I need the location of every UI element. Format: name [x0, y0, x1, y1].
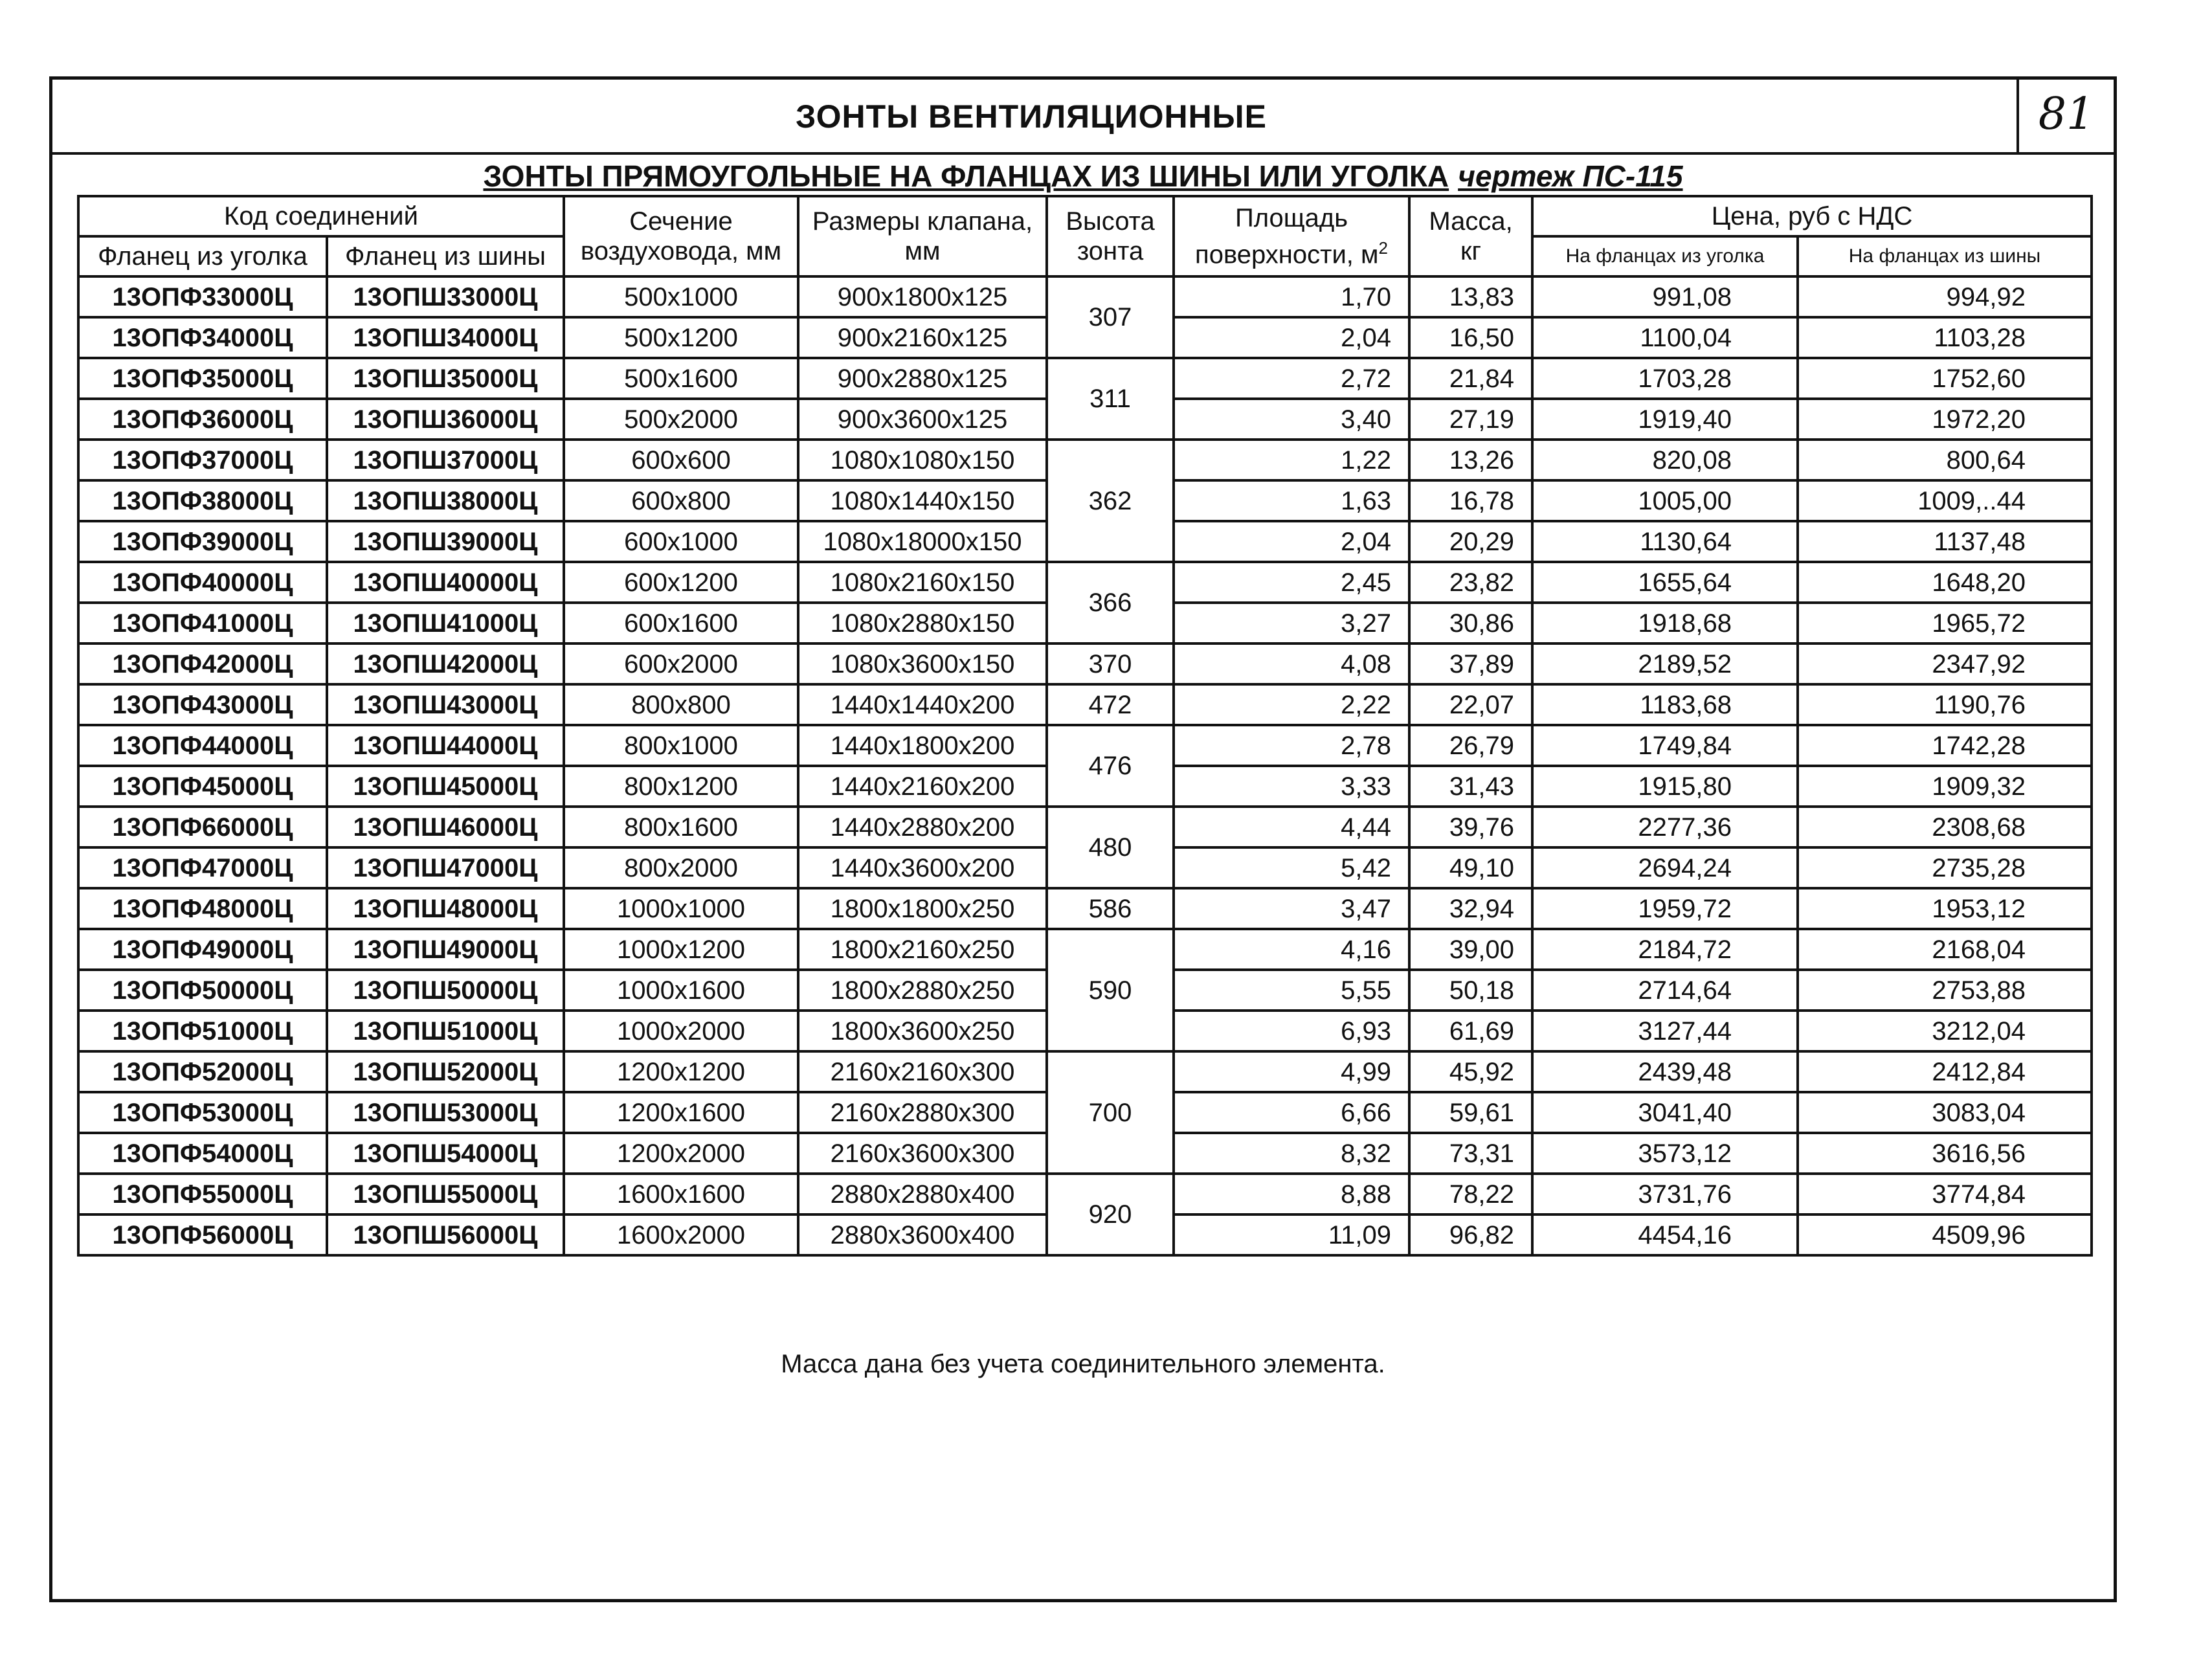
cell-valve: 1800x1800x250 [798, 888, 1047, 929]
cell-price-angle: 3731,76 [1532, 1174, 1798, 1214]
cell-mass: 59,61 [1409, 1092, 1532, 1133]
cell-price-angle: 1130,64 [1532, 521, 1798, 562]
cell-valve: 900x3600x125 [798, 399, 1047, 440]
cell-code-angle: 13ОПФ41000Ц [78, 603, 327, 643]
cell-height: 700 [1047, 1051, 1174, 1174]
cell-price-angle: 1749,84 [1532, 725, 1798, 766]
header-section-line2: воздуховода, мм [580, 237, 782, 265]
cell-valve: 1800x2880x250 [798, 970, 1047, 1011]
cell-price-angle: 3573,12 [1532, 1133, 1798, 1174]
cell-price-bus: 1648,20 [1798, 562, 2092, 603]
cell-code-bus: 13ОПШ48000Ц [327, 888, 564, 929]
cell-price-bus: 3212,04 [1798, 1011, 2092, 1051]
cell-price-angle: 1959,72 [1532, 888, 1798, 929]
cell-code-bus: 13ОПШ52000Ц [327, 1051, 564, 1092]
cell-valve: 1080x2160x150 [798, 562, 1047, 603]
cell-mass: 37,89 [1409, 643, 1532, 684]
cell-code-bus: 13ОПШ34000Ц [327, 317, 564, 358]
cell-price-bus: 1103,28 [1798, 317, 2092, 358]
cell-area: 2,72 [1174, 358, 1409, 399]
cell-price-bus: 2347,92 [1798, 643, 2092, 684]
cell-valve: 1800x2160x250 [798, 929, 1047, 970]
header-section-line1: Сечение [629, 207, 733, 236]
cell-price-bus: 1909,32 [1798, 766, 2092, 807]
cell-section: 1000x1000 [564, 888, 798, 929]
cell-section: 500x1200 [564, 317, 798, 358]
cell-code-bus: 13ОПШ42000Ц [327, 643, 564, 684]
cell-code-angle: 13ОПФ48000Ц [78, 888, 327, 929]
cell-valve: 1080x1080x150 [798, 440, 1047, 480]
cell-code-bus: 13ОПШ56000Ц [327, 1214, 564, 1255]
cell-price-angle: 1005,00 [1532, 480, 1798, 521]
cell-code-angle: 13ОПФ56000Ц [78, 1214, 327, 1255]
cell-valve: 1080x3600x150 [798, 643, 1047, 684]
cell-price-angle: 2189,52 [1532, 643, 1798, 684]
cell-price-bus: 2753,88 [1798, 970, 2092, 1011]
cell-mass: 13,26 [1409, 440, 1532, 480]
header-height-line1: Высота [1066, 207, 1155, 236]
cell-valve: 2160x3600x300 [798, 1133, 1047, 1174]
cell-area: 4,16 [1174, 929, 1409, 970]
table-container [77, 195, 2090, 1257]
cell-section: 800x1600 [564, 807, 798, 847]
cell-code-bus: 13ОПШ37000Ц [327, 440, 564, 480]
cell-price-angle: 2184,72 [1532, 929, 1798, 970]
cell-code-angle: 13ОПФ36000Ц [78, 399, 327, 440]
cell-valve: 1800x3600x250 [798, 1011, 1047, 1051]
cell-code-angle: 13ОПФ40000Ц [78, 562, 327, 603]
cell-valve: 2160x2880x300 [798, 1092, 1047, 1133]
header-area-line1: Площадь [1234, 203, 1348, 232]
header-code-bus: Фланец из шины [327, 236, 564, 276]
header-valve-line2: мм [904, 237, 941, 265]
page-number: 81 [2038, 89, 2095, 140]
cell-code-angle: 13ОПФ45000Ц [78, 766, 327, 807]
cell-code-bus: 13ОПШ36000Ц [327, 399, 564, 440]
cell-code-angle: 13ОПФ33000Ц [78, 276, 327, 317]
cell-mass: 39,00 [1409, 929, 1532, 970]
cell-mass: 26,79 [1409, 725, 1532, 766]
cell-area: 4,44 [1174, 807, 1409, 847]
cell-code-bus: 13ОПШ46000Ц [327, 807, 564, 847]
cell-area: 11,09 [1174, 1214, 1409, 1255]
header-area-line2 [1175, 233, 1408, 269]
cell-price-angle: 1915,80 [1532, 766, 1798, 807]
header-mass [1409, 196, 1532, 276]
cell-mass: 73,31 [1409, 1133, 1532, 1174]
cell-valve: 2880x3600x400 [798, 1214, 1047, 1255]
cell-code-bus: 13ОПШ53000Ц [327, 1092, 564, 1133]
price-table [77, 195, 2093, 1257]
cell-area: 2,22 [1174, 684, 1409, 725]
cell-valve: 1080x1440x150 [798, 480, 1047, 521]
cell-price-angle: 1183,68 [1532, 684, 1798, 725]
table-row [78, 358, 2092, 399]
cell-area: 8,88 [1174, 1174, 1409, 1214]
cell-section: 800x1000 [564, 725, 798, 766]
header-band [52, 80, 2114, 155]
header-price-group: Цена, руб с НДС [1532, 196, 2092, 236]
cell-section: 600x600 [564, 440, 798, 480]
cell-price-angle: 1703,28 [1532, 358, 1798, 399]
cell-area: 3,27 [1174, 603, 1409, 643]
cell-section: 1200x1200 [564, 1051, 798, 1092]
cell-price-angle: 1655,64 [1532, 562, 1798, 603]
header-section [564, 196, 798, 276]
cell-area: 4,08 [1174, 643, 1409, 684]
cell-section: 800x1200 [564, 766, 798, 807]
cell-valve: 1440x3600x200 [798, 847, 1047, 888]
cell-price-bus: 1953,12 [1798, 888, 2092, 929]
cell-height: 366 [1047, 562, 1174, 643]
cell-height: 311 [1047, 358, 1174, 440]
cell-mass: 31,43 [1409, 766, 1532, 807]
header-area-unit: поверхности, м [1195, 240, 1379, 269]
cell-valve: 900x2160x125 [798, 317, 1047, 358]
cell-area: 6,66 [1174, 1092, 1409, 1133]
cell-code-angle: 13ОПФ39000Ц [78, 521, 327, 562]
cell-mass: 50,18 [1409, 970, 1532, 1011]
cell-code-bus: 13ОПШ35000Ц [327, 358, 564, 399]
cell-valve: 1440x1800x200 [798, 725, 1047, 766]
header-price-bus: На фланцах из шины [1798, 236, 2092, 276]
cell-code-bus: 13ОПШ54000Ц [327, 1133, 564, 1174]
cell-valve: 1440x2880x200 [798, 807, 1047, 847]
header-valve-line1: Размеры клапана, [812, 207, 1033, 236]
table-row [78, 440, 2092, 480]
cell-mass: 16,78 [1409, 480, 1532, 521]
cell-price-bus: 1137,48 [1798, 521, 2092, 562]
cell-price-bus: 3616,56 [1798, 1133, 2092, 1174]
cell-price-bus: 1009,..44 [1798, 480, 2092, 521]
header-area [1174, 196, 1409, 276]
cell-price-bus: 3083,04 [1798, 1092, 2092, 1133]
header-code-group: Код соединений [78, 196, 564, 236]
cell-code-bus: 13ОПШ33000Ц [327, 276, 564, 317]
cell-code-angle: 13ОПФ53000Ц [78, 1092, 327, 1133]
cell-price-bus: 4509,96 [1798, 1214, 2092, 1255]
cell-mass: 39,76 [1409, 807, 1532, 847]
cell-code-bus: 13ОПШ49000Ц [327, 929, 564, 970]
cell-mass: 96,82 [1409, 1214, 1532, 1255]
cell-price-bus: 1752,60 [1798, 358, 2092, 399]
cell-area: 1,70 [1174, 276, 1409, 317]
cell-price-angle: 2714,64 [1532, 970, 1798, 1011]
subtitle-text: ЗОНТЫ ПРЯМОУГОЛЬНЫЕ НА ФЛАНЦАХ ИЗ ШИНЫ ИЛИ УГОЛКА [483, 159, 1449, 193]
cell-valve: 2880x2880x400 [798, 1174, 1047, 1214]
cell-area: 4,99 [1174, 1051, 1409, 1092]
cell-area: 3,47 [1174, 888, 1409, 929]
cell-price-angle: 3127,44 [1532, 1011, 1798, 1051]
table-row [78, 1051, 2092, 1092]
cell-price-bus: 1972,20 [1798, 399, 2092, 440]
table-body [78, 276, 2092, 1255]
cell-code-bus: 13ОПШ55000Ц [327, 1174, 564, 1214]
cell-section: 1000x2000 [564, 1011, 798, 1051]
cell-code-bus: 13ОПШ47000Ц [327, 847, 564, 888]
header-valve [798, 196, 1047, 276]
cell-valve: 2160x2160x300 [798, 1051, 1047, 1092]
cell-valve: 900x1800x125 [798, 276, 1047, 317]
cell-mass: 20,29 [1409, 521, 1532, 562]
cell-valve: 1080x2880x150 [798, 603, 1047, 643]
table-row [78, 562, 2092, 603]
cell-area: 2,04 [1174, 521, 1409, 562]
cell-code-angle: 13ОПФ49000Ц [78, 929, 327, 970]
cell-area: 2,78 [1174, 725, 1409, 766]
header-height-line2: зонта [1077, 237, 1144, 265]
cell-mass: 13,83 [1409, 276, 1532, 317]
cell-code-bus: 13ОПШ39000Ц [327, 521, 564, 562]
cell-section: 1200x2000 [564, 1133, 798, 1174]
document-title: ЗОНТЫ ВЕНТИЛЯЦИОННЫЕ [796, 98, 1267, 135]
header-price-angle: На фланцах из уголка [1532, 236, 1798, 276]
footnote: Масса дана без учета соединительного элемента. [781, 1350, 1385, 1378]
cell-code-bus: 13ОПШ51000Ц [327, 1011, 564, 1051]
cell-code-angle: 13ОПФ51000Ц [78, 1011, 327, 1051]
cell-price-angle: 3041,40 [1532, 1092, 1798, 1133]
cell-section: 600x800 [564, 480, 798, 521]
cell-code-bus: 13ОПШ40000Ц [327, 562, 564, 603]
cell-height: 590 [1047, 929, 1174, 1051]
cell-code-bus: 13ОПШ43000Ц [327, 684, 564, 725]
drawing-reference: чертеж ПС-115 [1458, 159, 1683, 193]
cell-price-bus: 994,92 [1798, 276, 2092, 317]
cell-mass: 30,86 [1409, 603, 1532, 643]
cell-code-angle: 13ОПФ43000Ц [78, 684, 327, 725]
cell-section: 1600x2000 [564, 1214, 798, 1255]
cell-price-angle: 1919,40 [1532, 399, 1798, 440]
cell-code-angle: 13ОПФ35000Ц [78, 358, 327, 399]
cell-price-angle: 1918,68 [1532, 603, 1798, 643]
cell-code-angle: 13ОПФ37000Ц [78, 440, 327, 480]
cell-price-bus: 2308,68 [1798, 807, 2092, 847]
table-row [78, 888, 2092, 929]
cell-area: 2,45 [1174, 562, 1409, 603]
cell-code-angle: 13ОПФ42000Ц [78, 643, 327, 684]
cell-valve: 1080x18000x150 [798, 521, 1047, 562]
cell-height: 920 [1047, 1174, 1174, 1255]
cell-code-bus: 13ОПШ41000Ц [327, 603, 564, 643]
cell-height: 362 [1047, 440, 1174, 562]
cell-area: 5,42 [1174, 847, 1409, 888]
cell-code-angle: 13ОПФ52000Ц [78, 1051, 327, 1092]
cell-code-bus: 13ОПШ38000Ц [327, 480, 564, 521]
cell-height: 476 [1047, 725, 1174, 807]
cell-code-angle: 13ОПФ38000Ц [78, 480, 327, 521]
cell-price-bus: 1190,76 [1798, 684, 2092, 725]
cell-valve: 1440x2160x200 [798, 766, 1047, 807]
header-row-1 [78, 196, 2092, 236]
cell-price-angle: 4454,16 [1532, 1214, 1798, 1255]
cell-area: 3,33 [1174, 766, 1409, 807]
table-row [78, 643, 2092, 684]
cell-code-bus: 13ОПШ45000Ц [327, 766, 564, 807]
cell-mass: 45,92 [1409, 1051, 1532, 1092]
cell-code-angle: 13ОПФ55000Ц [78, 1174, 327, 1214]
cell-height: 307 [1047, 276, 1174, 358]
table-row [78, 725, 2092, 766]
cell-mass: 49,10 [1409, 847, 1532, 888]
cell-valve: 900x2880x125 [798, 358, 1047, 399]
cell-height: 480 [1047, 807, 1174, 888]
cell-code-angle: 13ОПФ34000Ц [78, 317, 327, 358]
cell-area: 1,63 [1174, 480, 1409, 521]
cell-price-bus: 2168,04 [1798, 929, 2092, 970]
cell-mass: 22,07 [1409, 684, 1532, 725]
cell-section: 1600x1600 [564, 1174, 798, 1214]
cell-section: 600x1600 [564, 603, 798, 643]
cell-mass: 61,69 [1409, 1011, 1532, 1051]
cell-price-angle: 991,08 [1532, 276, 1798, 317]
cell-price-bus: 3774,84 [1798, 1174, 2092, 1214]
cell-price-bus: 2735,28 [1798, 847, 2092, 888]
cell-price-bus: 800,64 [1798, 440, 2092, 480]
cell-price-angle: 2439,48 [1532, 1051, 1798, 1092]
cell-code-angle: 13ОПФ66000Ц [78, 807, 327, 847]
cell-code-angle: 13ОПФ47000Ц [78, 847, 327, 888]
cell-mass: 78,22 [1409, 1174, 1532, 1214]
cell-section: 500x1000 [564, 276, 798, 317]
cell-price-bus: 2412,84 [1798, 1051, 2092, 1092]
cell-mass: 27,19 [1409, 399, 1532, 440]
cell-section: 800x800 [564, 684, 798, 725]
page-number-box [2016, 80, 2114, 152]
table-subtitle [52, 159, 2114, 194]
cell-height: 472 [1047, 684, 1174, 725]
cell-code-angle: 13ОПФ44000Ц [78, 725, 327, 766]
cell-section: 1000x1200 [564, 929, 798, 970]
cell-area: 2,04 [1174, 317, 1409, 358]
cell-valve: 1440x1440x200 [798, 684, 1047, 725]
cell-section: 600x1200 [564, 562, 798, 603]
cell-height: 586 [1047, 888, 1174, 929]
table-row [78, 929, 2092, 970]
cell-price-bus: 1742,28 [1798, 725, 2092, 766]
cell-section: 500x1600 [564, 358, 798, 399]
cell-mass: 23,82 [1409, 562, 1532, 603]
cell-price-angle: 1100,04 [1532, 317, 1798, 358]
cell-price-angle: 820,08 [1532, 440, 1798, 480]
cell-area: 6,93 [1174, 1011, 1409, 1051]
cell-area: 1,22 [1174, 440, 1409, 480]
header-area-sup: 2 [1378, 238, 1388, 258]
cell-mass: 21,84 [1409, 358, 1532, 399]
cell-code-angle: 13ОПФ50000Ц [78, 970, 327, 1011]
header-mass-line2: кг [1460, 237, 1482, 265]
table-row [78, 276, 2092, 317]
cell-code-angle: 13ОПФ54000Ц [78, 1133, 327, 1174]
cell-height: 370 [1047, 643, 1174, 684]
cell-section: 600x1000 [564, 521, 798, 562]
cell-section: 500x2000 [564, 399, 798, 440]
cell-area: 3,40 [1174, 399, 1409, 440]
cell-area: 5,55 [1174, 970, 1409, 1011]
cell-price-angle: 2277,36 [1532, 807, 1798, 847]
cell-price-angle: 2694,24 [1532, 847, 1798, 888]
cell-mass: 16,50 [1409, 317, 1532, 358]
cell-section: 1200x1600 [564, 1092, 798, 1133]
header-height [1047, 196, 1174, 276]
cell-section: 600x2000 [564, 643, 798, 684]
cell-price-bus: 1965,72 [1798, 603, 2092, 643]
header-code-angle: Фланец из уголка [78, 236, 327, 276]
table-row [78, 807, 2092, 847]
cell-code-bus: 13ОПШ44000Ц [327, 725, 564, 766]
cell-section: 800x2000 [564, 847, 798, 888]
table-row [78, 684, 2092, 725]
cell-mass: 32,94 [1409, 888, 1532, 929]
table-row [78, 1174, 2092, 1214]
header-mass-line1: Масса, [1429, 207, 1513, 236]
page-frame [49, 76, 2117, 1602]
cell-code-bus: 13ОПШ50000Ц [327, 970, 564, 1011]
cell-section: 1000x1600 [564, 970, 798, 1011]
cell-area: 8,32 [1174, 1133, 1409, 1174]
